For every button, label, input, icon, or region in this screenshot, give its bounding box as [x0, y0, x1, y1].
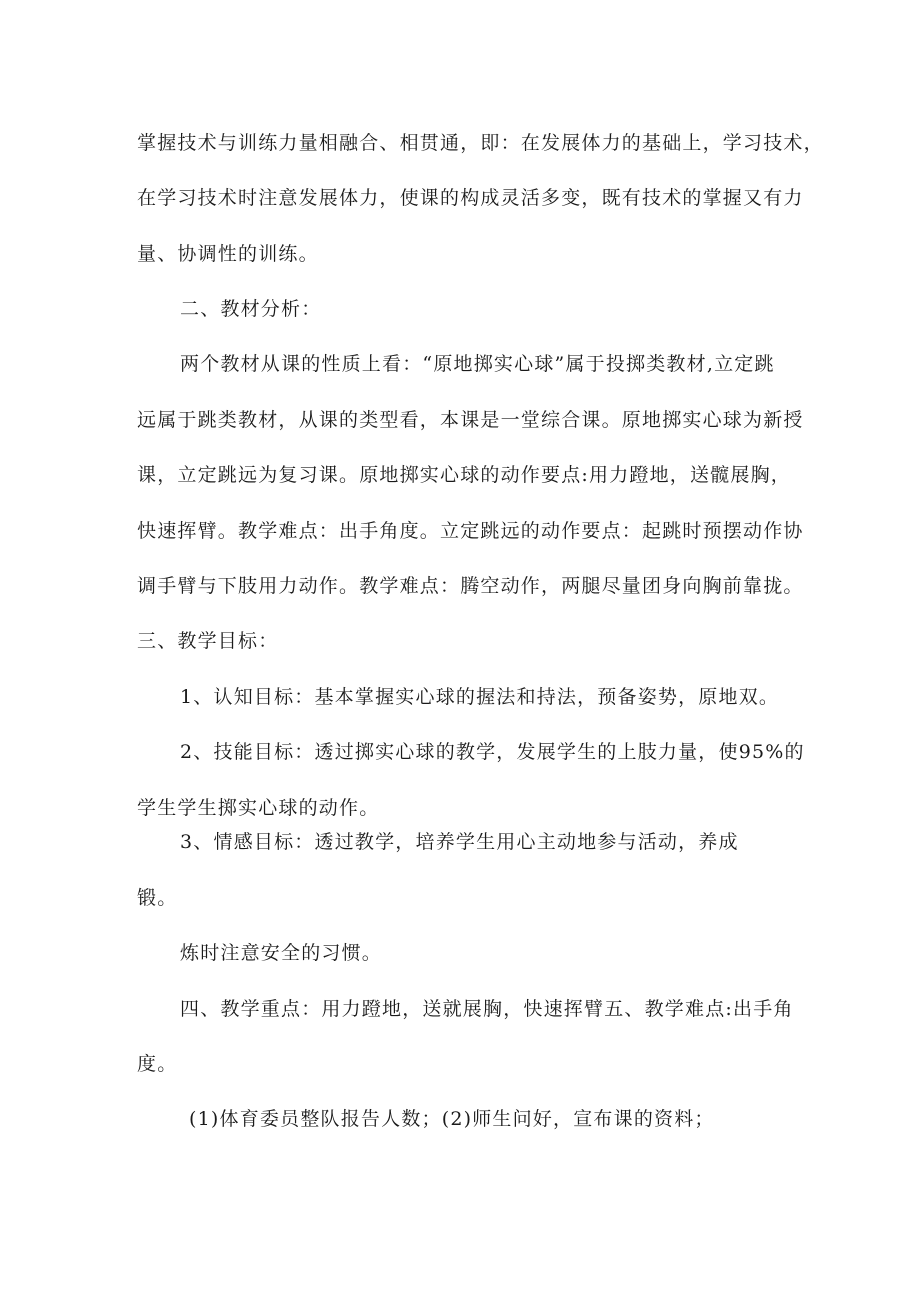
text-line: 2、技能目标：透过掷实心球的教学，发展学生的上肢力量，使95%的: [180, 741, 805, 763]
text-line: 课，立定跳远为复习课。原地掷实心球的动作要点:用力蹬地，送髋展胸，: [137, 464, 792, 486]
section-heading: 四、教学重点：用力蹬地，送就展胸，快速挥臂五、教学难点:出手角: [180, 998, 794, 1020]
text-line: 炼时注意安全的习惯。: [180, 942, 383, 964]
text-line: 度。: [137, 1053, 178, 1075]
text-line: 锻。: [137, 887, 178, 909]
section-heading: 三、教学目标：: [137, 630, 279, 652]
text-line: 学生学生掷实心球的动作。: [137, 797, 380, 819]
text-line: 远属于跳类教材，从课的类型看，本课是一堂综合课。原地掷实心球为新授: [137, 409, 804, 431]
text-line: 调手臂与下肢用力动作。教学难点：腾空动作，两腿尽量团身向胸前靠拢。: [137, 575, 804, 597]
text-line: 量、协调性的训练。: [137, 243, 319, 265]
text-line: 快速挥臂。教学难点：出手角度。立定跳远的动作要点：起跳时预摆动作协: [137, 520, 804, 542]
text-line: 1、认知目标：基本掌握实心球的握法和持法，预备姿势，原地双。: [180, 686, 780, 708]
section-heading: 二、教材分析：: [180, 298, 322, 320]
text-line: 两个教材从课的性质上看：“原地掷实心球”属于投掷类教材,立定跳: [180, 353, 775, 375]
text-line: 3、情感目标：透过教学，培养学生用心主动地参与活动，养成: [180, 831, 739, 853]
text-line: 掌握技术与训练力量相融合、相贯通，即：在发展体力的基础上，学习技术，: [137, 132, 824, 154]
text-line: 在学习技术时注意发展体力，使课的构成灵活多变，既有技术的掌握又有力: [137, 187, 804, 209]
text-line: (1)体育委员整队报告人数；(2)师生问好，宣布课的资料；: [189, 1108, 715, 1130]
